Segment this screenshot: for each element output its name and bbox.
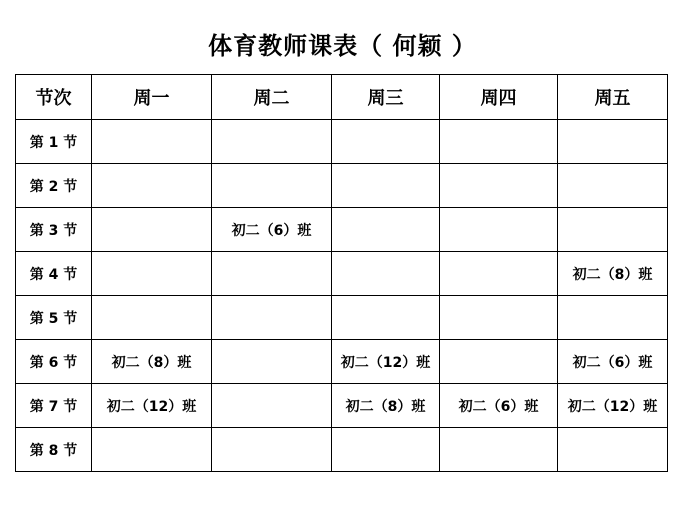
class-cell (332, 296, 440, 340)
class-cell (332, 164, 440, 208)
class-cell (440, 296, 558, 340)
class-cell (212, 252, 332, 296)
class-cell (212, 296, 332, 340)
header-tuesday: 周二 (212, 75, 332, 120)
class-cell (92, 164, 212, 208)
class-cell (440, 428, 558, 472)
table-row (16, 120, 668, 164)
table-row (16, 208, 668, 252)
class-cell (558, 120, 668, 164)
class-cell: 初二（8）班 (332, 384, 440, 428)
class-cell (332, 120, 440, 164)
class-cell: 初二（8）班 (92, 340, 212, 384)
table-row (16, 164, 668, 208)
schedule-table (15, 74, 668, 472)
class-cell (92, 208, 212, 252)
class-cell (92, 428, 212, 472)
table-row (16, 340, 668, 384)
period-label: 第 6 节 (16, 340, 92, 384)
class-cell (558, 296, 668, 340)
period-label: 第 4 节 (16, 252, 92, 296)
page-title: 体育教师课表（ 何颖 ） (208, 32, 477, 60)
class-cell (212, 428, 332, 472)
header-thursday: 周四 (440, 75, 558, 120)
class-cell (440, 252, 558, 296)
class-cell (212, 120, 332, 164)
class-cell (332, 208, 440, 252)
class-cell (92, 296, 212, 340)
class-cell: 初二（12）班 (332, 340, 440, 384)
class-cell (212, 384, 332, 428)
header-friday: 周五 (558, 75, 668, 120)
period-label: 第 7 节 (16, 384, 92, 428)
header-period: 节次 (16, 75, 92, 120)
period-label: 第 3 节 (16, 208, 92, 252)
class-cell (440, 120, 558, 164)
class-cell (440, 208, 558, 252)
class-cell (558, 208, 668, 252)
period-label: 第 1 节 (16, 120, 92, 164)
table-row (16, 384, 668, 428)
class-cell (440, 164, 558, 208)
class-cell (92, 252, 212, 296)
class-cell: 初二（6）班 (440, 384, 558, 428)
class-cell: 初二（12）班 (92, 384, 212, 428)
class-cell: 初二（6）班 (212, 208, 332, 252)
table-row (16, 428, 668, 472)
period-label: 第 8 节 (16, 428, 92, 472)
class-cell (332, 252, 440, 296)
class-cell (212, 164, 332, 208)
period-label: 第 5 节 (16, 296, 92, 340)
table-row (16, 252, 668, 296)
class-cell: 初二（8）班 (558, 252, 668, 296)
class-cell (558, 428, 668, 472)
header-wednesday: 周三 (332, 75, 440, 120)
class-cell: 初二（6）班 (558, 340, 668, 384)
class-cell (212, 340, 332, 384)
class-cell: 初二（12）班 (558, 384, 668, 428)
header-monday: 周一 (92, 75, 212, 120)
table-row (16, 296, 668, 340)
class-cell (332, 428, 440, 472)
period-label: 第 2 节 (16, 164, 92, 208)
header-row (16, 75, 668, 120)
class-cell (558, 164, 668, 208)
class-cell (440, 340, 558, 384)
class-cell (92, 120, 212, 164)
